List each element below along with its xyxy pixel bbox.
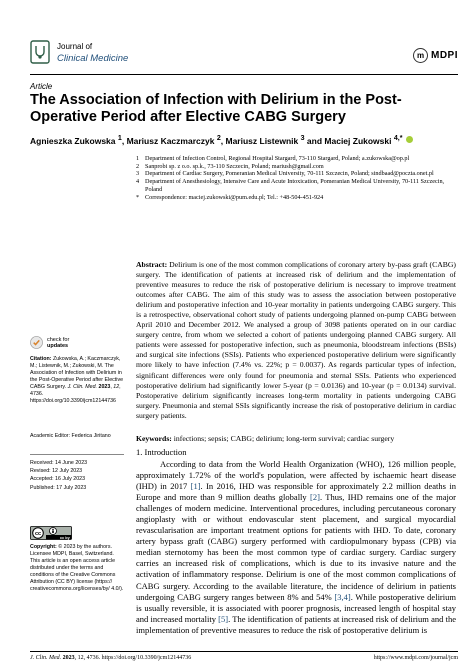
footer-journal-url[interactable]: https://www.mdpi.com/journal/jcm <box>373 655 458 661</box>
check-line1: check for <box>47 336 70 343</box>
citation-block: Citation: Zukowska, A.; Kaczmarczyk, M.; Listewnik, M.; Zukowski, M. The Association of Infection with Delirium in the Post-Operative Period after Elective CABG Surgery. J. Clin. Med. 2023, 12, 4736. https://doi.org/10.3390/jcm12144736 <box>30 356 124 405</box>
citation-link[interactable]: [3,4] <box>334 591 351 602</box>
mdpi-logo[interactable] <box>413 47 458 63</box>
author-name[interactable]: Mariusz Kaczmarczyk <box>126 135 215 146</box>
affiliation-item: 1 Department of Infection Control, Regional Hospital Stargard, 73-110 Stargard, Poland; a.zukowska@op.pl <box>136 155 410 162</box>
citation-label: Citation: <box>30 356 52 362</box>
abstract-label: Abstract: <box>136 260 168 269</box>
author-list: Agnieszka Zukowska $^1$, Mariusz Kaczmarczyk $^2$, Mariusz Listewnik $^3$ and Maciej Zukowski $^{4,*}$ <box>30 134 460 146</box>
orcid-icon[interactable] <box>406 136 413 143</box>
published-date: Published: 17 July 2023 <box>30 484 87 491</box>
section-heading: 1. Introduction <box>136 447 187 457</box>
correspondence: * Correspondence: maciej.zukowski@pum.edu.pl; Tel.: +48-504-451-924 <box>136 193 324 201</box>
author-name[interactable]: Mariusz Listewnik <box>225 135 299 146</box>
author-affil-sup: 3 <box>300 134 305 142</box>
author-affil-sup: 1 <box>117 134 122 142</box>
received-date: Received: 14 June 2023 <box>30 460 88 466</box>
journal-name-line1: Journal of <box>57 42 93 51</box>
cc-label: cc by <box>60 535 70 540</box>
footer-citation: J. Clin. Med. 2023, 12, 4736. https://doi.org/10.3390/jcm12144736 <box>30 655 192 661</box>
check-line2: updates <box>47 342 69 349</box>
article-title: The Association of Infection with Delirium in the Post-Operative Period after Elective CABG Surgery <box>30 92 402 125</box>
copyright-notice: Copyright: © 2023 by the authors. Licensee MDPI, Basel, Switzerland. This article is an open access article distributed under the terms and conditions of the Creative Commons Attribution (CC BY) license (https:// creativecommons.org/licenses/by/ 4.0/). <box>30 544 124 593</box>
affiliation-item: 3 Department of Cardiac Surgery, Pomeranian Medical University, 70-111 Szczecin, Poland; sindbaad@poczta.onet.pl <box>136 170 434 178</box>
journal-name-line2: Clinical Medicine <box>57 53 129 64</box>
copyright-label: Copyright: <box>30 544 57 550</box>
abstract-text: Delirium is one of the most common complications of coronary artery by-pass graft (CABG) surgery. The identification of patients at increased risk of delirium and the implementation of preventive measures to reduce the risk of postoperative delirium is necessary to improve treatment outcomes after CABG. The aim of this study was to assess the association between postoperative delirium and postoperative infection and 10-year mortality in patients undergoing CABG surgery. This is a retrospective, observational cohort study of patients undergoing planned on-pump CABG between April 2010 and December 2012. We analysed a group of 3098 patients operated on in our cardiac surgery centre, from whom we selected a cohort of patients undergoing planned CABG surgery. All patients were assessed for postoperative infection, such as pneumonia, bloodstream infections (BSIs) and surgical site infections (SSIs). Patients who experienced postoperative delirium were significantly more likely to have infection (7.4% vs. 22%; p = 0.0037). As regards particular types of infection, significant differences were only found for pneumonia and sternal SSIs. Patients who experienced postoperative delirium had significantly lower 5-year (p = 0.0136) and 10-year (p = 0.0134) survival. Postoperative delirium significantly increases long-term mortality in patients undergoing CABG surgery. Pneumonia and sternal SSIs significantly increase the risk of postoperative delirium in cardiac surgery patients. <box>136 260 456 420</box>
citation-link[interactable]: [1] <box>190 481 201 492</box>
paragraph: According to data from the World Health Organization (WHO), 126 million people, approximately 1.72% of the world's population, were affected by ischaemic heart disease (IHD) in 2017 [1]. In 2016, IHD was responsible for approximately 2.2 million deaths in Europe and more than 9 million deaths globally [2]. Thus, IHD remains one of the major challenges of modern medicine. Interventional procedures, including percutaneous coronary angioplasty with or without endovascular stent placement, and surgical myocardial revascularisation are important treatment options for patients with IHD. To date, coronary artery bypass graft (CABG) surgery performed with cardiopulmonary bypass (CPB) via median sternotomy has been the most common type of cardiac surgery. Cardiac surgery carries an increased risk of complications, which is due to its invasive nature and the activation of inflammatory response. Delirium is one of the most common complications of CABG surgery. According to the available literature, the incidence of delirium in patients undergoing CABG surgery ranges between 8% and 54% [3,4]. While postoperative delirium is usually reversible, it is associated with poorer prognosis, increased length of hospital stay and increased mortality [5]. The identification of patients at increased risk of delirium and the implementation of preventive measures to reduce the risk of postoperative delirium is <box>136 459 456 635</box>
accepted-date: Accepted: 16 July 2023 <box>30 476 86 483</box>
keywords <box>136 434 456 444</box>
academic-editor: Academic Editor: Federica Jiritano <box>30 433 111 439</box>
introduction-body <box>136 459 456 636</box>
revised-date: Revised: 12 July 2023 <box>30 468 83 475</box>
author-affil-sup: 4,* <box>393 134 403 142</box>
keywords-label: Keywords: <box>136 434 172 443</box>
affiliation-item: 2 Sanprobi sp. z o.o. sp.k., 73-110 Szczecin, Poland; mariush@gmail.com <box>136 162 324 170</box>
svg-text:cc: cc <box>34 531 42 537</box>
check-for-updates-button[interactable] <box>30 336 69 349</box>
publication-dates <box>30 460 124 493</box>
abstract <box>136 260 456 421</box>
check-updates-icon <box>30 336 43 349</box>
header-divider <box>30 74 458 75</box>
article-type: Article <box>30 82 53 91</box>
sidebar-divider <box>30 454 124 455</box>
mdpi-mark-icon: m <box>413 48 428 63</box>
author-affil-sup: 2 <box>216 134 221 142</box>
affiliations <box>136 155 456 201</box>
doi-link[interactable]: , 4736. https://doi.org/10.3390/jcm12144736 <box>30 384 121 405</box>
author-name[interactable]: Agnieszka Zukowska <box>30 135 116 146</box>
cc-by-license-icon[interactable] <box>30 526 72 540</box>
author-name[interactable]: Maciej Zukowski <box>324 135 392 146</box>
journal-logo-icon <box>30 40 50 64</box>
citation-link[interactable]: [5] <box>218 613 229 624</box>
keywords-text: infections; sepsis; CABG; delirium; long-term survival; cardiac surgery <box>173 434 395 443</box>
affiliation-item: 4 Department of Anesthesiology, Intensive Care and Acute Intoxication, Pomeranian Medical University, 70-111 Szczecin, Poland <box>136 178 445 193</box>
footer-divider <box>30 651 458 652</box>
citation-link[interactable]: [2] <box>310 492 320 503</box>
mdpi-label: MDPI <box>431 49 458 61</box>
